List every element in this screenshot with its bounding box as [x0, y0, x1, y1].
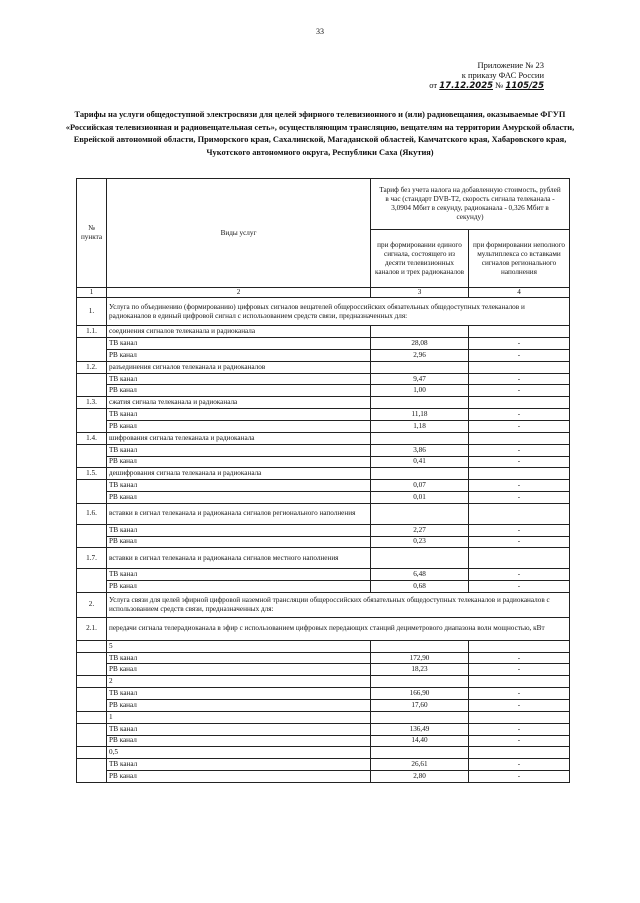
item-num: 1.1. [77, 326, 107, 338]
channel-label: РВ канал [107, 700, 371, 712]
item-num: 1.7. [77, 548, 107, 569]
empty-cell [371, 548, 469, 569]
value-col4: - [469, 759, 570, 771]
item-num: 1.5. [77, 468, 107, 480]
table-row [77, 326, 570, 338]
table-row [77, 617, 570, 640]
item-text: соединения сигналов телеканала и радиоканала [107, 326, 371, 338]
row-num-empty [77, 580, 107, 592]
value-col3: 1,18 [371, 421, 469, 433]
table-row [77, 723, 570, 735]
item-num: 1.2. [77, 361, 107, 373]
channel-label: ТВ канал [107, 723, 371, 735]
value-col3: 0,01 [371, 492, 469, 504]
value-col4: - [469, 373, 570, 385]
empty-cell [371, 747, 469, 759]
value-col3: 6,48 [371, 569, 469, 581]
table-row [77, 747, 570, 759]
section-num: 1. [77, 298, 107, 326]
table-row [77, 524, 570, 536]
item-num: 1.3. [77, 397, 107, 409]
table-row [77, 349, 570, 361]
value-col4: - [469, 569, 570, 581]
header-n1: 1 [77, 288, 107, 298]
row-num-empty [77, 771, 107, 783]
channel-label: РВ канал [107, 456, 371, 468]
channel-label: РВ канал [107, 492, 371, 504]
empty-cell [469, 711, 570, 723]
table-row [77, 385, 570, 397]
power-label: 1 [107, 711, 371, 723]
table-row [77, 580, 570, 592]
value-col3: 136,49 [371, 723, 469, 735]
table-row [77, 664, 570, 676]
item-num: 2.1. [77, 617, 107, 640]
header-tariff: Тариф без учета налога на добавленную стоимость, рублей в час (стандарт DVB-T2, скорость сигнала телеканала - 3,0904 Мбит в секунду, радиоканала - 0,326 Мбит в секунду) [371, 179, 570, 230]
table-row [77, 652, 570, 664]
channel-label: РВ канал [107, 735, 371, 747]
channel-label: ТВ канал [107, 480, 371, 492]
row-num-empty [77, 409, 107, 421]
section-num: 2. [77, 592, 107, 617]
value-col4: - [469, 492, 570, 504]
channel-label: РВ канал [107, 536, 371, 548]
value-col4: - [469, 456, 570, 468]
header-col4: при формировании неполного мультиплекса со вставками сигналов регионального наполнения [469, 230, 570, 288]
empty-cell [371, 503, 469, 524]
value-col3: 2,27 [371, 524, 469, 536]
table-row [77, 569, 570, 581]
power-label: 2 [107, 676, 371, 688]
value-col4: - [469, 580, 570, 592]
empty-cell [371, 361, 469, 373]
value-col4: - [469, 385, 570, 397]
channel-label: РВ канал [107, 771, 371, 783]
section-title: Услуга по объединению (формированию) цифровых сигналов вещателей общероссийских обязательных общедоступных телеканалов и радиоканалов в единый цифровой сигнал с использованием средств связи, предназначенных для: [107, 298, 570, 326]
value-col3: 0,23 [371, 536, 469, 548]
row-num-empty [77, 688, 107, 700]
table-row [77, 492, 570, 504]
empty-cell [469, 432, 570, 444]
row-num-empty [77, 700, 107, 712]
table-row [77, 592, 570, 617]
value-col4: - [469, 735, 570, 747]
channel-label: РВ канал [107, 664, 371, 676]
value-col4: - [469, 688, 570, 700]
channel-label: ТВ канал [107, 373, 371, 385]
table-row [77, 676, 570, 688]
value-col3: 11,18 [371, 409, 469, 421]
value-col3: 18,23 [371, 664, 469, 676]
empty-cell [371, 711, 469, 723]
appendix-line1: Приложение № 23 [477, 60, 544, 70]
item-text: шифрования сигнала телеканала и радиоканала [107, 432, 371, 444]
item-text: передачи сигнала телерадиоканала в эфир с использованием цифровых передающих станций дециметрового диапазона волн мощностью, кВт [107, 617, 570, 640]
table-row [77, 711, 570, 723]
document-title: Тарифы на услуги общедоступной электросвязи для целей эфирного телевизионного и (или) радиовещания, оказываемые ФГУП «Российская телевизионная и радиовещательная сеть», осуществляющим трансляцию, вещателям на территории Амурской области, Еврейской автономной области, Приморского края, Сахалинской, Магаданской областей, Камчатского края, Хабаровского края, Чукотского автономного округа, Республики Саха (Якутия) [65, 110, 575, 157]
value-col3: 14,40 [371, 735, 469, 747]
empty-cell [371, 326, 469, 338]
appendix-line3 [404, 80, 544, 91]
value-col4: - [469, 664, 570, 676]
row-num-empty [77, 676, 107, 688]
table-row [77, 735, 570, 747]
channel-label: РВ канал [107, 421, 371, 433]
row-num-empty [77, 524, 107, 536]
channel-label: ТВ канал [107, 688, 371, 700]
appendix-from: от [429, 80, 438, 90]
row-num-empty [77, 456, 107, 468]
row-num-empty [77, 421, 107, 433]
table-row [77, 444, 570, 456]
row-num-empty [77, 569, 107, 581]
value-col4: - [469, 409, 570, 421]
row-num-empty [77, 480, 107, 492]
table-row [77, 640, 570, 652]
value-col3: 28,08 [371, 338, 469, 350]
channel-label: ТВ канал [107, 759, 371, 771]
row-num-empty [77, 711, 107, 723]
value-col4: - [469, 700, 570, 712]
value-col3: 9,47 [371, 373, 469, 385]
channel-label: ТВ канал [107, 652, 371, 664]
channel-label: ТВ канал [107, 409, 371, 421]
value-col4: - [469, 338, 570, 350]
empty-cell [371, 468, 469, 480]
row-num-empty [77, 385, 107, 397]
empty-cell [371, 432, 469, 444]
row-num-empty [77, 444, 107, 456]
channel-label: ТВ канал [107, 338, 371, 350]
empty-cell [371, 640, 469, 652]
table-row [77, 421, 570, 433]
value-col3: 0,07 [371, 480, 469, 492]
row-num-empty [77, 536, 107, 548]
table-row [77, 373, 570, 385]
empty-cell [469, 747, 570, 759]
empty-cell [469, 548, 570, 569]
table-row [77, 361, 570, 373]
channel-label: РВ канал [107, 385, 371, 397]
item-text: вставки в сигнал телеканала и радиоканала сигналов местного наполнения [107, 548, 371, 569]
value-col3: 26,61 [371, 759, 469, 771]
row-num-empty [77, 759, 107, 771]
header-num: № пункта [77, 179, 107, 288]
value-col4: - [469, 421, 570, 433]
table-row [77, 468, 570, 480]
item-text: вставки в сигнал телеканала и радиоканала сигналов регионального наполнения [107, 503, 371, 524]
tariff-table [76, 178, 570, 783]
value-col4: - [469, 771, 570, 783]
value-col3: 0,68 [371, 580, 469, 592]
table-row [77, 503, 570, 524]
empty-cell [469, 676, 570, 688]
value-col3: 2,80 [371, 771, 469, 783]
appendix-date: 17.12.2025 [439, 81, 494, 91]
empty-cell [371, 676, 469, 688]
table-row [77, 456, 570, 468]
section-title: Услуга связи для целей эфирной цифровой наземной трансляции общероссийских обязательных общедоступных телеканалов и радиоканалов с использованием средств связи, предназначенных для: [107, 592, 570, 617]
appendix-no: № [495, 80, 504, 90]
table-row [77, 338, 570, 350]
appendix-number: 1105/25 [505, 81, 544, 91]
page-number: 33 [316, 27, 324, 36]
item-text: дешифрования сигнала телеканала и радиоканала [107, 468, 371, 480]
channel-label: РВ канал [107, 349, 371, 361]
row-num-empty [77, 652, 107, 664]
table-row [77, 771, 570, 783]
table-row [77, 480, 570, 492]
table-row [77, 759, 570, 771]
power-label: 0,5 [107, 747, 371, 759]
row-num-empty [77, 664, 107, 676]
value-col3: 2,96 [371, 349, 469, 361]
value-col3: 1,00 [371, 385, 469, 397]
table-row [77, 397, 570, 409]
empty-cell [469, 397, 570, 409]
empty-cell [371, 397, 469, 409]
empty-cell [469, 326, 570, 338]
item-text: сжатия сигнала телеканала и радиоканала [107, 397, 371, 409]
empty-cell [469, 503, 570, 524]
value-col3: 3,86 [371, 444, 469, 456]
header-n2: 2 [107, 288, 371, 298]
channel-label: ТВ канал [107, 524, 371, 536]
value-col4: - [469, 652, 570, 664]
table-row [77, 409, 570, 421]
value-col3: 0,41 [371, 456, 469, 468]
channel-label: ТВ канал [107, 569, 371, 581]
empty-cell [469, 640, 570, 652]
row-num-empty [77, 349, 107, 361]
row-num-empty [77, 723, 107, 735]
table-row [77, 536, 570, 548]
item-num: 1.4. [77, 432, 107, 444]
appendix-header [404, 60, 544, 91]
channel-label: ТВ канал [107, 444, 371, 456]
header-n3: 3 [371, 288, 469, 298]
value-col4: - [469, 444, 570, 456]
header-n4: 4 [469, 288, 570, 298]
value-col3: 166,90 [371, 688, 469, 700]
table-row [77, 700, 570, 712]
channel-label: РВ канал [107, 580, 371, 592]
power-label: 5 [107, 640, 371, 652]
table-row [77, 688, 570, 700]
value-col4: - [469, 536, 570, 548]
table-row [77, 548, 570, 569]
value-col3: 172,90 [371, 652, 469, 664]
row-num-empty [77, 492, 107, 504]
table-row [77, 432, 570, 444]
row-num-empty [77, 373, 107, 385]
empty-cell [469, 361, 570, 373]
row-num-empty [77, 735, 107, 747]
value-col4: - [469, 723, 570, 735]
value-col4: - [469, 480, 570, 492]
item-num: 1.6. [77, 503, 107, 524]
header-col3: при формировании единого сигнала, состоящего из десяти телевизионных каналов и трех радиоканалов [371, 230, 469, 288]
empty-cell [469, 468, 570, 480]
value-col4: - [469, 349, 570, 361]
appendix-line2: к приказу ФАС России [461, 70, 544, 80]
item-text: разъединения сигналов телеканала и радиоканалов [107, 361, 371, 373]
value-col3: 17,60 [371, 700, 469, 712]
row-num-empty [77, 338, 107, 350]
header-services: Виды услуг [107, 179, 371, 288]
row-num-empty [77, 640, 107, 652]
value-col4: - [469, 524, 570, 536]
row-num-empty [77, 747, 107, 759]
